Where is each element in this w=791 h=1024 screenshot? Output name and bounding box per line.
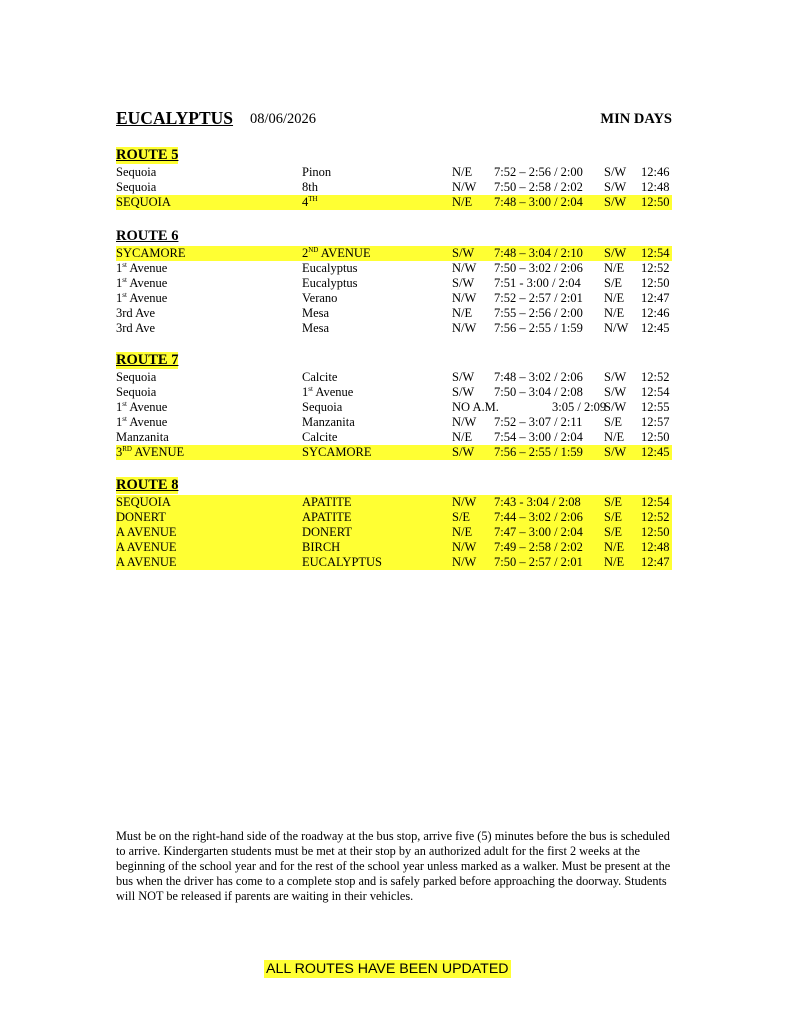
stop-street: 1st Avenue xyxy=(116,261,168,275)
am-corner: N/W xyxy=(452,291,477,305)
stop-row xyxy=(116,291,672,306)
stop-times: 7:50 – 2:58 / 2:02 xyxy=(494,180,583,194)
stop-row xyxy=(116,555,672,570)
stop-times: 7:51 - 3:00 / 2:04 xyxy=(494,276,581,290)
stop-times: 7:50 – 3:02 / 2:06 xyxy=(494,261,583,275)
min-day-time: 12:55 xyxy=(641,400,670,414)
stop-cross-street: Eucalyptus xyxy=(302,276,358,290)
stop-times: 7:52 – 2:57 / 2:01 xyxy=(494,291,583,305)
stop-street-suffix: RD xyxy=(122,445,132,453)
am-corner: N/E xyxy=(452,430,473,444)
min-day-corner: N/E xyxy=(604,430,625,444)
min-day-corner: N/E xyxy=(604,291,625,305)
am-corner: S/E xyxy=(452,510,471,524)
min-day-time: 12:47 xyxy=(641,555,670,569)
min-day-corner: N/E xyxy=(604,306,625,320)
am-corner: NO A.M. xyxy=(452,400,499,414)
stop-street: 3rd Ave xyxy=(116,321,155,335)
min-day-corner: S/W xyxy=(604,165,627,179)
am-corner: N/W xyxy=(452,261,477,275)
min-day-corner: S/W xyxy=(604,400,627,414)
stop-times: 7:49 – 2:58 / 2:02 xyxy=(494,540,583,554)
am-corner: N/W xyxy=(452,415,477,429)
stop-row xyxy=(116,415,672,430)
stop-cross-street: Verano xyxy=(302,291,338,305)
stop-street: A AVENUE xyxy=(116,540,177,554)
stop-street: 1st Avenue xyxy=(116,400,168,414)
stop-street: 1st Avenue xyxy=(116,291,168,305)
min-day-corner: S/W xyxy=(604,385,627,399)
stop-times: 3:05 / 2:09 xyxy=(552,400,607,414)
stop-street-suffix: st xyxy=(122,400,127,408)
stop-row xyxy=(116,246,672,261)
stop-cross-street: DONERT xyxy=(302,525,352,539)
route-6-section xyxy=(116,228,672,336)
route-title: ROUTE 5 xyxy=(116,147,179,163)
min-day-corner: S/W xyxy=(604,445,627,459)
stop-cross-street: Mesa xyxy=(302,306,330,320)
min-day-time: 12:50 xyxy=(641,525,670,539)
min-day-time: 12:46 xyxy=(641,165,670,179)
school-name: EUCALYPTUS xyxy=(116,108,234,128)
min-day-time: 12:52 xyxy=(641,261,670,275)
stop-street: SEQUOIA xyxy=(116,195,171,209)
route-5-section xyxy=(116,147,672,210)
stop-row xyxy=(116,495,672,510)
min-day-time: 12:45 xyxy=(641,445,670,459)
stop-cross-street: 4TH xyxy=(302,195,318,209)
am-corner: N/E xyxy=(452,195,473,209)
min-day-corner: S/W xyxy=(604,195,627,209)
stop-street: 1st Avenue xyxy=(116,415,168,429)
min-day-corner: N/E xyxy=(604,555,625,569)
min-day-time: 12:50 xyxy=(641,430,670,444)
stop-street: Manzanita xyxy=(116,430,169,444)
min-day-time: 12:57 xyxy=(641,415,670,429)
stop-times: 7:48 – 3:02 / 2:06 xyxy=(494,370,583,384)
stop-row xyxy=(116,180,672,195)
stop-cross-street: Mesa xyxy=(302,321,330,335)
stop-cross-street: Calcite xyxy=(302,370,338,384)
stop-row xyxy=(116,306,672,321)
min-day-time: 12:48 xyxy=(641,540,670,554)
stop-times: 7:44 – 3:02 / 2:06 xyxy=(494,510,583,524)
min-day-corner: N/E xyxy=(604,540,625,554)
stop-row xyxy=(116,400,672,415)
min-day-corner: S/E xyxy=(604,415,623,429)
am-corner: N/W xyxy=(452,540,477,554)
stop-row xyxy=(116,370,672,385)
stop-times: 7:56 – 2:55 / 1:59 xyxy=(494,321,583,335)
am-corner: N/E xyxy=(452,306,473,320)
stop-cross-street: 8th xyxy=(302,180,318,194)
stop-row xyxy=(116,195,672,210)
min-day-corner: N/W xyxy=(604,321,629,335)
am-corner: S/W xyxy=(452,276,475,290)
stop-cross-street: Calcite xyxy=(302,430,338,444)
am-corner: N/W xyxy=(452,321,477,335)
stop-row xyxy=(116,276,672,291)
stop-times: 7:48 – 3:04 / 2:10 xyxy=(494,246,583,260)
min-day-time: 12:48 xyxy=(641,180,670,194)
stop-cross-street: APATITE xyxy=(302,495,352,509)
min-day-time: 12:50 xyxy=(641,276,670,290)
min-day-time: 12:54 xyxy=(641,246,670,260)
stop-row xyxy=(116,430,672,445)
min-day-time: 12:52 xyxy=(641,510,670,524)
min-day-corner: S/W xyxy=(604,246,627,260)
min-day-corner: S/E xyxy=(604,495,623,509)
stop-times: 7:56 – 2:55 / 1:59 xyxy=(494,445,583,459)
am-corner: N/W xyxy=(452,495,477,509)
stop-street: 3RD AVENUE xyxy=(116,445,185,459)
am-corner: S/W xyxy=(452,445,475,459)
stop-street: SYCAMORE xyxy=(116,246,186,260)
stop-street: A AVENUE xyxy=(116,555,177,569)
route-title: ROUTE 7 xyxy=(116,352,179,368)
min-day-time: 12:47 xyxy=(641,291,670,305)
stop-times: 7:52 – 2:56 / 2:00 xyxy=(494,165,583,179)
am-corner: S/W xyxy=(452,246,475,260)
stop-cross-street: EUCALYPTUS xyxy=(302,555,383,569)
stop-street: DONERT xyxy=(116,510,166,524)
stop-row xyxy=(116,540,672,555)
stop-cross-street: 1st Avenue xyxy=(302,385,354,399)
stop-row xyxy=(116,445,672,460)
stop-row xyxy=(116,385,672,400)
stop-row xyxy=(116,261,672,276)
min-day-corner: S/E xyxy=(604,276,623,290)
min-day-time: 12:50 xyxy=(641,195,670,209)
am-corner: S/W xyxy=(452,385,475,399)
stop-times: 7:48 – 3:00 / 2:04 xyxy=(494,195,583,209)
stop-street-suffix: st xyxy=(122,261,127,269)
min-day-corner: S/W xyxy=(604,180,627,194)
route-8-section xyxy=(116,477,672,570)
schedule-type: MIN DAYS xyxy=(600,111,672,127)
stop-cross-street: Pinon xyxy=(302,165,332,179)
stop-cross-street: Eucalyptus xyxy=(302,261,358,275)
schedule-date: 08/06/2026 xyxy=(250,111,317,127)
stop-street-suffix: st xyxy=(122,291,127,299)
min-day-time: 12:46 xyxy=(641,306,670,320)
min-day-time: 12:52 xyxy=(641,370,670,384)
stop-times: 7:52 – 3:07 / 2:11 xyxy=(494,415,583,429)
min-day-corner: S/E xyxy=(604,525,623,539)
stop-times: 7:43 - 3:04 / 2:08 xyxy=(494,495,581,509)
stop-cross-street: APATITE xyxy=(302,510,352,524)
stop-cross-street: Sequoia xyxy=(302,400,343,414)
stop-times: 7:50 – 3:04 / 2:08 xyxy=(494,385,583,399)
rider-rules-note: Must be on the right-hand side of the roadway at the bus stop, arrive five (5) minutes before the bus is scheduled to arrive. Kindergarten students must be met at their stop by an authorized adult for the first 2 weeks at the beginning of the school year and for the rest of the school year unless marked as a walker. Must be present at the bus when the driver has come to a complete stop and is safely parked before approaching the doorway. Students will NOT be released if parents are waiting in their vehicles. xyxy=(116,829,671,903)
stop-street-suffix: st xyxy=(122,415,127,423)
stop-street: Sequoia xyxy=(116,370,157,384)
stop-times: 7:47 – 3:00 / 2:04 xyxy=(494,525,583,539)
stop-street: 3rd Ave xyxy=(116,306,155,320)
stop-street: Sequoia xyxy=(116,165,157,179)
min-day-corner: S/E xyxy=(604,510,623,524)
stop-street-suffix: st xyxy=(122,276,127,284)
am-corner: N/E xyxy=(452,165,473,179)
min-day-time: 12:54 xyxy=(641,385,670,399)
stop-cross-street: BIRCH xyxy=(302,540,341,554)
am-corner: N/W xyxy=(452,555,477,569)
min-day-corner: N/E xyxy=(604,261,625,275)
stop-times: 7:55 – 2:56 / 2:00 xyxy=(494,306,583,320)
stop-row xyxy=(116,525,672,540)
am-corner: N/W xyxy=(452,180,477,194)
am-corner: N/E xyxy=(452,525,473,539)
stop-street: 1st Avenue xyxy=(116,276,168,290)
stop-times: 7:50 – 2:57 / 2:01 xyxy=(494,555,583,569)
stop-row xyxy=(116,510,672,525)
stop-street: Sequoia xyxy=(116,180,157,194)
page-header xyxy=(116,108,672,130)
stop-street: A AVENUE xyxy=(116,525,177,539)
route-title: ROUTE 8 xyxy=(116,477,179,493)
update-notice: ALL ROUTES HAVE BEEN UPDATED xyxy=(266,961,509,977)
stop-cross-street: SYCAMORE xyxy=(302,445,372,459)
stop-times: 7:54 – 3:00 / 2:04 xyxy=(494,430,583,444)
stop-row xyxy=(116,165,672,180)
min-day-time: 12:45 xyxy=(641,321,670,335)
am-corner: S/W xyxy=(452,370,475,384)
route-7-section xyxy=(116,352,672,460)
min-day-corner: S/W xyxy=(604,370,627,384)
stop-row xyxy=(116,321,672,336)
stop-cross-street-suffix: TH xyxy=(308,195,318,203)
stop-cross-street: Manzanita xyxy=(302,415,355,429)
stop-cross-street: 2ND AVENUE xyxy=(302,246,371,260)
route-title: ROUTE 6 xyxy=(116,228,179,244)
min-day-time: 12:54 xyxy=(641,495,670,509)
stop-cross-street-suffix: st xyxy=(308,385,313,393)
stop-street: Sequoia xyxy=(116,385,157,399)
stop-street: SEQUOIA xyxy=(116,495,171,509)
stop-cross-street-suffix: ND xyxy=(308,246,319,254)
